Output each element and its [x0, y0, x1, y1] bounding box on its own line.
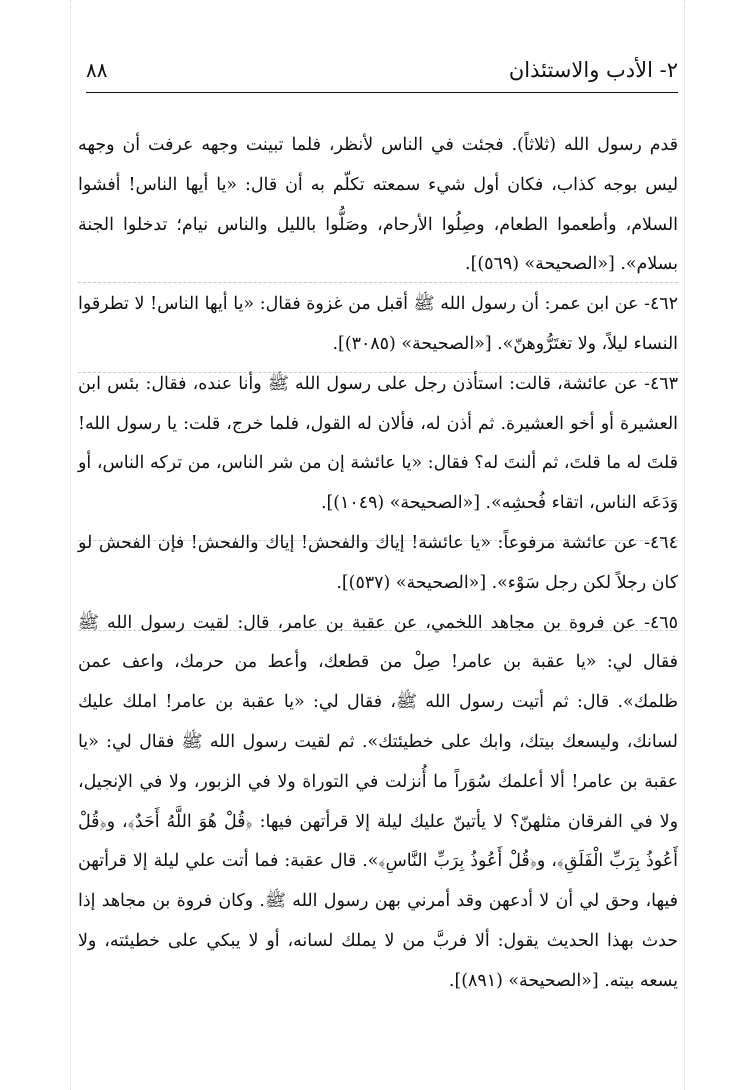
page-number: ٨٨ — [86, 58, 108, 82]
hadith-continuation: قدم رسول الله (ثلاثاً). فجئت في الناس لأنظر، فلما تبينت وجهه عرفت أن وجهه ليس بوجه كذاب، فكان أول شيء سمعته تكلّم به أن قال: «يا أيها الناس! أفشوا السلام، وأطعموا الطعام، وصِلُوا الأرحام، وصَلُّوا بالليل والناس نيام؛ تدخلوا الجنة بسلام». [«الصحيحة» (٥٦٩)]. — [78, 135, 678, 275]
page-header — [86, 52, 678, 93]
hadith-463: ٤٦٣- عن عائشة، قالت: استأذن رجل على رسول الله ﷺ وأنا عنده، فقال: بئس ابن العشيرة أو أخو العشيرة. ثم أذن له، فألان له القول، فلما خرج، قلت: يا رسول الله! قلتَ له ما قلتَ، ثم ألنتَ له؟ فقال: «يا عائشة إن من شر الناس، من تركه الناس، أو وَدَعَه الناس، اتقاء فُحشِه». [«الصحيحة» (١٠٤٩)]. — [78, 373, 678, 514]
hadith-464: ٤٦٤- عن عائشة مرفوعاً: «يا عائشة! إياك والفحش! إياك والفحش! فإن الفحش لو كان رجلاً لكن رجل سَوْء». [«الصحيحة» (٥٣٧)]. — [78, 532, 678, 593]
hadith-462: ٤٦٢- عن ابن عمر: أن رسول الله ﷺ أقبل من غزوة فقال: «يا أيها الناس! لا تطرقوا النساء ليلاً، ولا تغتَرُّوهنّ». [«الصحيحة» (٣٠٨٥)]. — [78, 294, 678, 354]
scan-margin-line — [70, 0, 71, 1090]
hadith-465: ٤٦٥- عن فروة بن مجاهد اللخمي، عن عقبة بن عامر، قال: لقيت رسول الله ﷺ فقال لي: «يا عقبة بن عامر! صِلْ من قطعك، وأعط من حرمك، واعف عمن ظلمك». قال: ثم أتيت رسول الله ﷺ، فقال لي: «يا عقبة بن عامر! املك عليك لسانك، وليسعك بيتك، وابك على خطيئتك». ثم لقيت رسول الله ﷺ فقال لي: «يا عقبة بن عامر! ألا أعلمك سُوَراً ما أُنزلت في التوراة ولا في الزبور، ولا في الإنجيل، ولا في الفرقان مثلهنّ؟ لا يأتينّ عليك ليلة إلا قرأتهن فيها: ﴿قُلْ هُوَ اللَّهُ أَحَدٌ﴾، و﴿قُلْ أَعُوذُ بِرَبِّ الْفَلَقِ﴾، و﴿قُلْ أَعُوذُ بِرَبِّ النَّاسِ﴾». قال عقبة: فما أتت علي ليلة إلا قرأتهن فيها، وحق لي أن لا أدعهن وقد أمرني بهن رسول الله ﷺ. وكان فروة بن مجاهد إذا حدث بهذا الحديث يقول: ألا فربَّ من لا يملك لسانه، أو لا يبكي على خطيئته، ولا يسعه بيته. [«الصحيحة» (٨٩١)]. — [78, 612, 678, 991]
page-body — [78, 126, 678, 1002]
scan-margin-line — [684, 0, 685, 1090]
chapter-title: ٢- الأدب والاستئذان — [508, 58, 678, 82]
